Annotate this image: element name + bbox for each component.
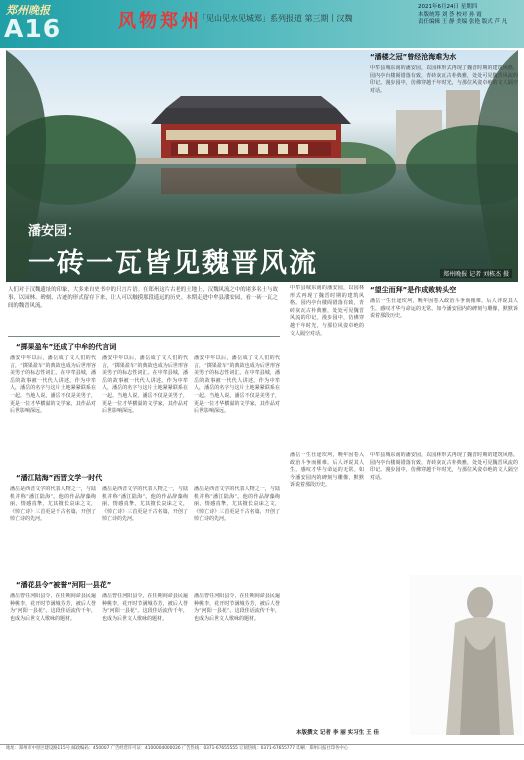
series-title: 「见山见水见城郑」系列报道 第三期丨汉魏 [198, 14, 353, 23]
subheading: “望尘而拜”是作成败转头空 [370, 286, 457, 294]
paragraph: 中牟县城东南的潘安园，以园林形式再现了魏晋时期的建筑风格。园内亭台楼阁错落有致，青砖灰瓦古朴典雅，处处可见魏晋风流的印记。漫步园中，仿佛穿越千年时光，与那位风姿卓绝的文人隔空对话。 [370, 65, 518, 94]
subheading: “掷果盈车”还成了中牟的代言词 [16, 343, 117, 351]
subheading: “潘花县令”被誉“河阳一县花” [16, 581, 112, 589]
paragraph: 潘岳是西晋文学的代表人物之一，与陆机并称“潘江陆海”。他的作品辞藻绚丽，情感真挚，尤其擅长哀诔之文，《悼亡诗》三首更是千古名篇，开创了悼亡诗的先河。 [194, 486, 280, 523]
intro-paragraph: 人们对于汉魏遗址的印象，大多来自史书中的只言片语。在郑州这片古老的土地上，汉魏风流之中的诸多名士与故事，以园林、碑刻、古迹的形式留存下来，让人可以触摸那段遥远的历史。本期走进中牟县潘安园，看一砖一瓦之间的魏晋风流。 [8, 287, 278, 309]
paragraph: 潘岳曾任河阳县令，在任期间命县民遍种桃李，花开时节满城芬芳，被后人誉为“河阳一县花”。这段佳话流传千年，也成为后世文人歌咏的题材。 [10, 593, 96, 622]
subheading: “潘江陆海”西晋文学一时代 [16, 474, 103, 482]
paragraph: 中牟县城东南的潘安园，以园林形式再现了魏晋时期的建筑风格。园内亭台楼阁错落有致，青砖灰瓦古朴典雅，处处可见魏晋风流的印记。漫步园中，仿佛穿越千年时光，与那位风姿卓绝的文人隔空对话。 [290, 285, 364, 337]
paragraph: 中牟县城东南的潘安园，以园林形式再现了魏晋时期的建筑风格。园内亭台楼阁错落有致，青砖灰瓦古朴典雅，处处可见魏晋风流的印记。漫步园中，仿佛穿越千年时光，与那位风姿卓绝的文人隔空对话。 [370, 452, 518, 481]
paragraph: 潘岳一生仕途坎坷，晚年因卷入政治斗争而罹难。后人评说其人生，感叹才华与命运的无常。如今潘安园内的碑刻与雕像，默默诉说着那段历史。 [370, 298, 518, 320]
photo-credit: 郑州晚报 记者 刘栋杰 摄 [440, 269, 512, 278]
paragraph: 潘岳曾任河阳县令，在任期间命县民遍种桃李，花开时节满城芬芳，被后人誉为“河阳一县花”。这段佳话流传千年，也成为后世文人歌咏的题材。 [102, 593, 188, 622]
page-header [0, 0, 524, 48]
page-number: A16 [4, 14, 62, 43]
article-left [10, 340, 280, 697]
subheading: “潘楼之冠”曾经沧海难为水 [370, 53, 457, 61]
divider [8, 336, 280, 337]
statue-illustration [410, 575, 522, 735]
paragraph: 潘安中年以后，潘岳成了文人们的代言，“掷果盈车”的典故也成为后世形容美男子的标志性词汇。在中牟县城，潘岳的故事被一代代人讲述。作为中牟人，潘岳的名字与这片土地紧紧联系在一起。当地人说，潘岳不仅是美男子，更是一位才华横溢的文学家，其作品对后世影响深远。 [102, 355, 188, 415]
headline-kicker: 潘安园： [28, 224, 81, 239]
reporter-byline: 本版撰文 记者 李 丽 实习生 王 佳 [296, 730, 379, 736]
meta-line: 本版统筹 刘 荟 校对 孙 霞 [418, 11, 482, 18]
paragraph: 潘岳曾任河阳县令，在任期间命县民遍种桃李，花开时节满城芬芳，被后人誉为“河阳一县花”。这段佳话流传千年，也成为后世文人歌咏的题材。 [194, 593, 280, 622]
headline-title: 一砖一瓦皆见魏晋风流 [28, 248, 318, 279]
article-right [370, 50, 518, 295]
paragraph: 潘岳是西晋文学的代表人物之一，与陆机并称“潘江陆海”。他的作品辞藻绚丽，情感真挚，尤其擅长哀诔之文，《悼亡诗》三首更是千古名篇，开创了悼亡诗的先河。 [10, 486, 96, 523]
page-footer: 地址：郑州市中原区建设路115号 邮政编码：450007 广告经营许可证：4100004000026 广告热线：0371-67655555 订阅热线：0371-67655777 印刷：郑州日报社印务中心 [0, 744, 524, 758]
paragraph: 潘岳是西晋文学的代表人物之一，与陆机并称“潘江陆海”。他的作品辞藻绚丽，情感真挚，尤其擅长哀诔之文，《悼亡诗》三首更是千古名篇，开创了悼亡诗的先河。 [102, 486, 188, 523]
statue-photo [410, 575, 522, 735]
newspaper-logo: 郑州晚报 [6, 4, 50, 17]
hero-headline [28, 220, 318, 280]
paragraph: 潘岳一生仕途坎坷，晚年因卷入政治斗争而罹难。后人评说其人生，感叹才华与命运的无常。如今潘安园内的碑刻与雕像，默默诉说着那段历史。 [290, 452, 364, 489]
paragraph: 潘安中年以后，潘岳成了文人们的代言，“掷果盈车”的典故也成为后世形容美男子的标志性词汇。在中牟县城，潘岳的故事被一代代人讲述。作为中牟人，潘岳的名字与这片土地紧紧联系在一起。当地人说，潘岳不仅是美男子，更是一位才华横溢的文学家，其作品对后世影响深远。 [194, 355, 280, 415]
paragraph: 潘安中年以后，潘岳成了文人们的代言，“掷果盈车”的典故也成为后世形容美男子的标志性词汇。在中牟县城，潘岳的故事被一代代人讲述。作为中牟人，潘岳的名字与这片土地紧紧联系在一起。当地人说，潘岳不仅是美男子，更是一位才华横溢的文学家，其作品对后世影响深远。 [10, 355, 96, 415]
section-title: 风物郑州 [118, 11, 202, 32]
article-right-lower [290, 285, 518, 448]
edition-meta [418, 4, 522, 27]
meta-line: 2021年6月24日 星期四 [418, 4, 478, 10]
meta-line: 责任编辑 王 静 美编 张艳 版式 芦 凡 [418, 19, 508, 25]
